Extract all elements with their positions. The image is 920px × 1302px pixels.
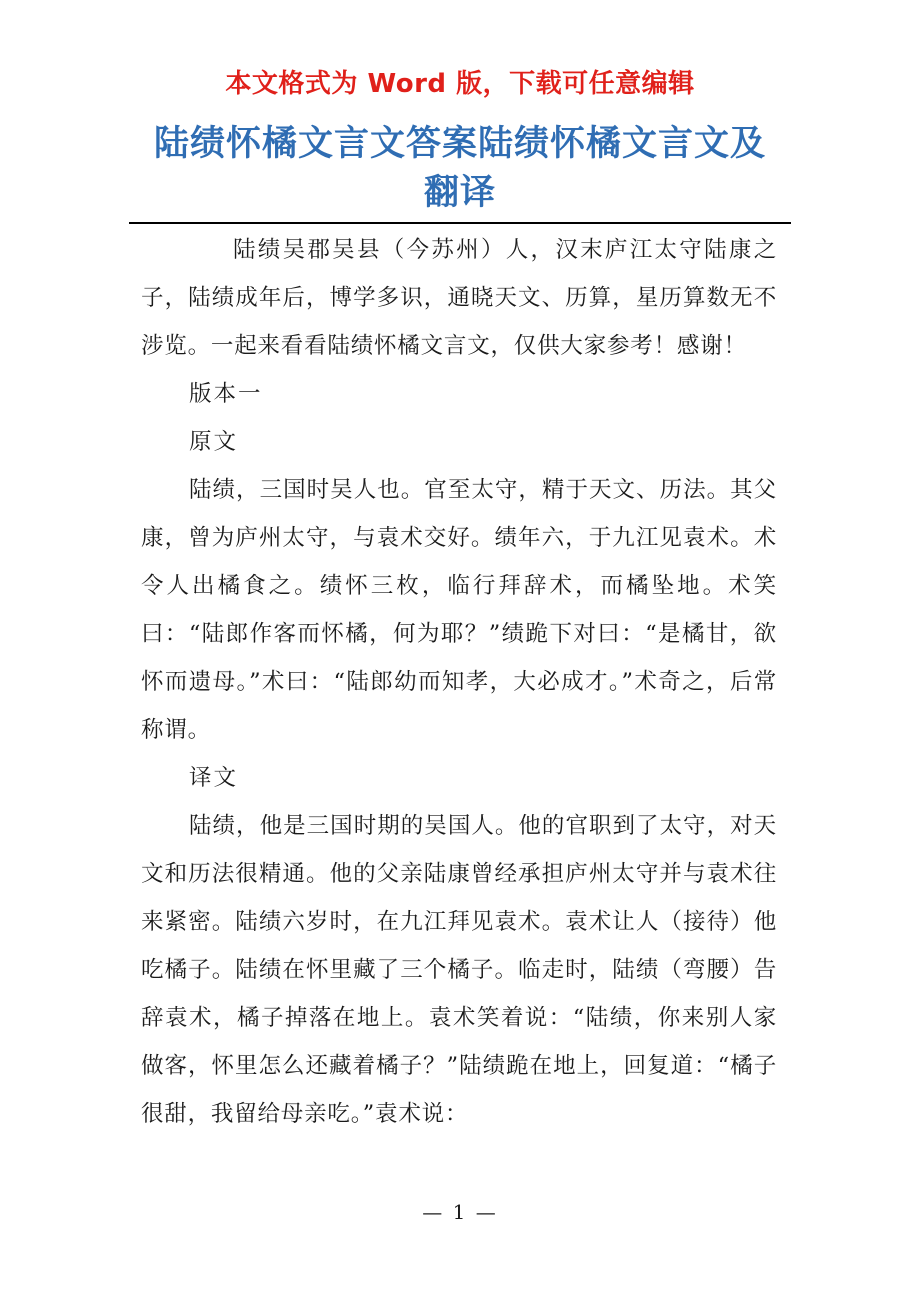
document-title: 陆绩怀橘文言文答案陆绩怀橘文言文及翻译 — [153, 124, 766, 213]
intro-paragraph: 陆绩吴郡吴县（今苏州）人，汉末庐江太守陆康之子，陆绩成年后，博学多识，通晓天文、历算，星历算数无不涉览。一起来看看陆绩怀橘文言文，仅供大家参考！感谢！ — [141, 237, 777, 359]
translation-paragraph: 陆绩，他是三国时期的吴国人。他的官职到了太守，对天文和历法很精通。他的父亲陆康曾经承担庐州太守并与袁术往来紧密。陆绩六岁时，在九江拜见袁术。袁术让人（接待）他吃橘子。陆绩在怀里藏了三个橘子。临走时，陆绩（弯腰）告辞袁术，橘子掉落在地上。袁术笑着说：“陆绩，你来别人家做客，怀里怎么还藏着橘子？”陆绩跪在地上，回复道：“橘子很甜，我留给母亲吃。”袁术说： — [141, 813, 777, 1127]
translation-heading: 译文 — [189, 765, 239, 791]
page-number: — 1 — — [422, 1200, 498, 1224]
version-heading: 版本一 — [189, 381, 263, 407]
original-text-paragraph: 陆绩，三国时吴人也。官至太守，精于天文、历法。其父康，曾为庐州太守，与袁术交好。绩年六，于九江见袁术。术令人出橘食之。绩怀三枚，临行拜辞术，而橘坠地。术笑曰：“陆郎作客而怀橘，何为耶？”绩跪下对曰：“是橘甘，欲怀而遗母。”术曰：“陆郎幼而知孝，大必成才。”术奇之，后常称谓。 — [141, 477, 777, 743]
document-body — [141, 226, 777, 1138]
title-divider — [129, 222, 791, 224]
format-notice-banner: 本文格式为 Word 版，下载可任意编辑 — [225, 69, 695, 99]
original-heading: 原文 — [189, 429, 239, 455]
